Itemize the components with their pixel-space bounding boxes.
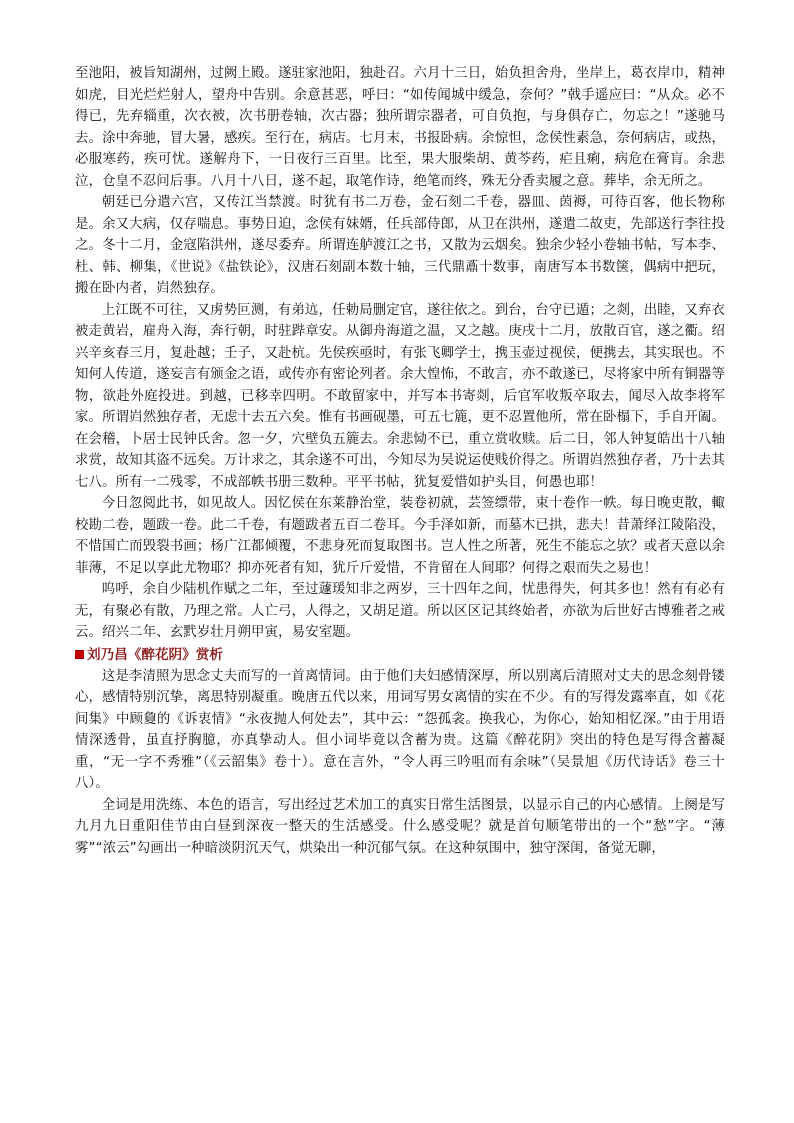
paragraph-4: 今日忽阅此书，如见故人。因忆侯在东莱静治堂，装卷初就，芸签缥带，束十卷作一帙。每日晚吏散，輙校勘二卷，题跋一卷。此二千卷，有题跋者五百二卷耳。今手泽如新，而墓木已拱，悲夫！昔萧绎江陵陷没，不惜国亡而毁裂书画；杨广江都倾覆，不悲身死而复取图书。岂人性之所著，死生不能忘之欤？或者天意以余菲薄，不足以享此尤物耶？抑亦死者有知，犹斤斤爱惜，不肯留在人间耶？何得之艰而失之易也！	[75, 496, 725, 576]
paragraph-2: 朝廷已分遣六宫，又传江当禁渡。时犹有书二万卷，金石刻二千卷，器皿、茵褥，可待百客，他长物称是。余又大病，仅存喘息。事势日迫，念侯有妹婿，任兵部侍郎，从卫在洪州，遂遣二故吏，先部送行李往投之。冬十二月，金寇陷洪州，遂尽委弃。所谓连舻渡江之书，又散为云烟矣。独余少轻小卷轴书帖，写本李、杜、韩、柳集，《世说》《盐铁论》，汉唐石刻副本数十轴，三代鼎鼒十数事，南唐写本书数箧，偶病中把玩，搬在卧内者，岿然独存。	[75, 195, 725, 296]
paragraph-1: 至池阳，被旨知湖州，过阙上殿。遂驻家池阳，独赴召。六月十三日，始负担舍舟，坐岸上，葛衣岸巾，精神如虎，目光烂烂射人，望舟中告别。余意甚恶，呼曰：“如传闻城中缓急，奈何？”戟手遥应曰：“从众。必不得已，先弃辎重，次衣被，次书册卷轴，次古器；独所谓宗器者，可自负抱，与身俱存亡，勿忘之！”遂驰马去。涂中奔驰，冒大暑，感疾。至行在，病店。七月末，书报卧病。余惊怛，念侯性素急，奈何病店，或热，必服寒药，疾可忧。遂解舟下，一日夜行三百里。比至，果大服柴胡、黄芩药，疟且痢，病危在膏肓。余悲泣，仓皇不忍问后事。八月十八日，遂不起，取笔作诗，绝笔而终，殊无分香卖履之意。葬毕，余无所之。	[75, 66, 725, 189]
section-heading	[75, 644, 725, 666]
document-body	[75, 63, 725, 859]
red-square-icon	[75, 650, 84, 659]
paragraph-3: 上江既不可往，又虏势叵测，有弟迒，任勅局删定官，遂往依之。到台，台守已遁；之剡，出睦，又弃衣被走黄岩，雇舟入海，奔行朝，时驻跸章安。从御舟海道之温，又之越。庚戌十二月，放散百官，遂之衢。绍兴辛亥春三月，复赴越；壬子，又赴杭。先侯疾亟时，有张飞卿学士，携玉壶过视侯，便携去，其实珉也。不知何人传道，遂妄言有颁金之语，或传亦有密论列者。余大惶怖，不敢言，亦不敢遂已，尽将家中所有铜器等物，欲赴外庭投进。到越，已移幸四明。不敢留家中，并写本书寄剡，后官军收叛卒取去，闻尽入故李将军家。所谓岿然独存者，无虑十去五六矣。惟有书画砚墨，可五七簏，更不忍置他所，常在卧榻下，手自开阖。在会稽，卜居士民钟氏舍。忽一夕，穴壁负五簏去。余悲恸不已，重立赏收赎。后二日，邻人钟复皓出十八轴求赏，故知其盗不远矣。万计求之，其余遂不可出，今知尽为吴说运使贱价得之。所谓岿然独存者，乃十去其七八。所有一二残零，不成部帙书册三数种。平平书帖，犹复爱惜如护头目，何愚也耶！	[75, 302, 725, 490]
section-heading-text: 刘乃昌《醉花阴》赏析	[87, 646, 223, 663]
analysis-paragraph-1: 这是李清照为思念丈夫而写的一首离情词。由于他们夫妇感情深厚，所以别离后清照对丈夫的思念刻骨镂心，感情特别沉挚，离思特别凝重。晚唐五代以来，用词写男女离情的实在不少。有的写得发露率直，如《花间集》中顾敻的《诉衷情》“永夜抛人何处去”，其中云：“怨孤衾。换我心，为你心，始知相忆深。”由于用语情深透骨，虽直抒胸臆，亦真挚动人。但小词毕竟以含蓄为贵。这篇《醉花阴》突出的特色是写得含蓄凝重，“无一字不秀雅”（《云韶集》卷十）。意在言外，“令人再三吟咀而有余味”（吴景旭《历代诗话》卷三十八）。	[75, 668, 725, 791]
paragraph-5: 呜呼，余自少陆机作赋之二年，至过蘧瑗知非之两岁，三十四年之间，忧患得失，何其多也！然有有必有无，有聚必有散，乃理之常。人亡弓，人得之，又胡足道。所以区区记其终始者，亦欲为后世好古博雅者之戒云。绍兴二年、玄黓岁壮月朔甲寅，易安室题。	[75, 582, 725, 640]
analysis-paragraph-2: 全词是用洗练、本色的语言，写出经过艺术加工的真实日常生活图景，以显示自己的内心感情。上阕是写九月九日重阳佳节由白昼到深夜一整天的生活感受。什么感受呢？就是首句顺笔带出的一个“愁”字。“薄雾”“浓云”勾画出一种暗淡阴沉天气，烘染出一种沉郁气氛。在这种氛围中，独守深闺，备觉无聊，	[75, 797, 725, 856]
